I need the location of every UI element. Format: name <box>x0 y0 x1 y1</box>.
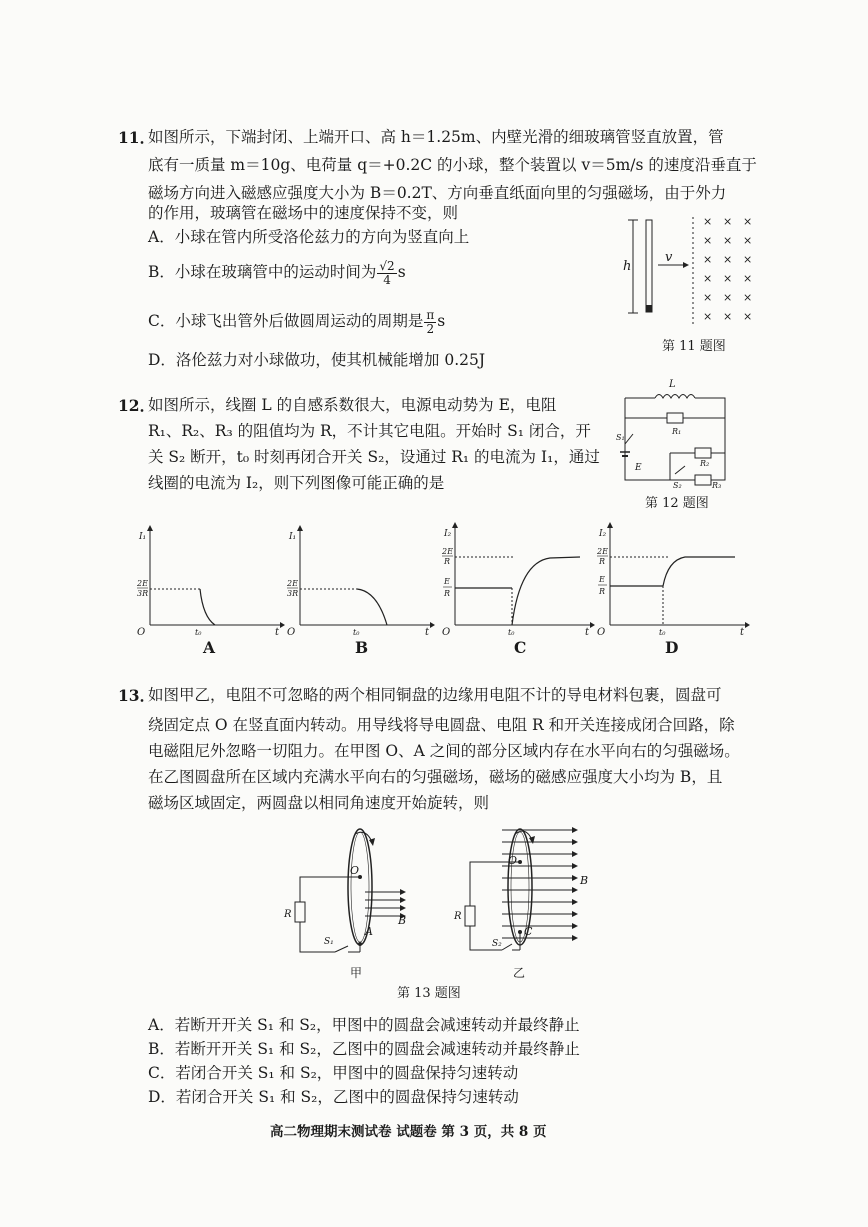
q11-option-b-num: √2 <box>379 258 395 273</box>
field-cross: × <box>743 253 753 266</box>
graph-c-origin: O <box>442 627 451 638</box>
yi-switch-s2 <box>502 944 512 950</box>
field-cross: × <box>723 253 733 266</box>
yi-label-S2: S₂ <box>492 939 502 949</box>
q12-graph-c <box>440 522 595 638</box>
q13-stem-line1: 如图甲乙，电阻不可忽略的两个相同铜盘的边缘用电阻不计的导电材料包裹，圆盘可 <box>148 686 722 704</box>
q13-option-b: B．若断开开关 S₁ 和 S₂，乙图中的圆盘会减速转动并最终静止 <box>148 1040 580 1058</box>
jia-caption: 甲 <box>350 966 363 980</box>
q11-option-b-unit: s <box>397 263 406 281</box>
q11-option-a: A．小球在管内所受洛伦兹力的方向为竖直向上 <box>148 228 470 246</box>
graph-d-yval2-den: R <box>599 587 606 596</box>
q12-label-R1: R₁ <box>672 427 682 436</box>
graph-a-ylabel: I₁ <box>139 532 147 542</box>
q11-ball <box>646 305 652 312</box>
jia-resistor <box>295 902 305 922</box>
field-cross: × <box>723 215 733 228</box>
graph-d-curve <box>663 557 735 586</box>
graph-c-curve <box>512 557 580 625</box>
q13-figure-caption: 第 13 题图 <box>397 986 461 1001</box>
q11-velocity-arrowhead <box>683 262 689 268</box>
q11-option-b <box>148 258 406 286</box>
graph-b-origin: O <box>287 627 296 638</box>
q11-option-d: D．洛伦兹力对小球做功，使其机械能增加 0.25J <box>148 351 486 369</box>
graph-b-yval-den: 3R <box>287 589 299 598</box>
field-cross: × <box>703 234 713 247</box>
graph-c-yval-num: 2E <box>442 547 453 556</box>
yi-wire <box>470 862 520 950</box>
q13-number: 13． <box>118 686 156 705</box>
field-arrowhead <box>572 935 578 941</box>
field-arrowhead <box>572 887 578 893</box>
q12-figure-caption: 第 12 题图 <box>645 496 709 511</box>
q12-graph-b <box>285 525 435 638</box>
q11-option-c-den: 2 <box>426 321 435 336</box>
q11-stem-line1: 如图所示，下端封闭、上端开口、高 h＝1.25m、内壁光滑的细玻璃管竖直放置，管 <box>148 128 724 146</box>
graph-a-xlabel: t <box>275 627 280 638</box>
field-cross: × <box>743 215 753 228</box>
field-arrowhead <box>572 863 578 869</box>
q12-resistor-r3 <box>695 475 711 485</box>
graph-c-yval2-den: R <box>444 589 451 598</box>
q11-option-c-fraction <box>424 309 436 335</box>
q11-option-c-unit: s <box>437 312 446 330</box>
q13-figure <box>280 822 610 982</box>
graph-c-label: C <box>514 638 527 657</box>
q13-stem-line2: 绕固定点 O 在竖直面内转动。用导线将导电圆盘、电阻 R 和开关连接成闭合回路，除 <box>148 716 735 734</box>
jia-label-S1: S₁ <box>324 937 334 947</box>
q11-label-h: h <box>623 259 632 274</box>
jia-label-O: O <box>350 864 360 877</box>
graph-d-yval-num: 2E <box>597 547 608 556</box>
q11-stem-line2: 底有一质量 m＝10g、电荷量 q＝+0.2C 的小球，整个装置以 v＝5m/s 的速度沿垂直于 <box>148 156 757 174</box>
q12-stem-line1: 如图所示，线圈 L 的自感系数很大，电源电动势为 E，电阻 <box>148 396 557 414</box>
q12-label-R3: R₃ <box>712 481 722 490</box>
field-arrowhead <box>572 875 578 881</box>
q13-option-c: C．若闭合开关 S₁ 和 S₂，甲图中的圆盘保持匀速转动 <box>148 1064 519 1082</box>
q12-resistor-r1 <box>667 413 683 423</box>
graph-b-t0: t₀ <box>353 628 360 637</box>
q11-option-c-num: π <box>426 307 435 322</box>
q11-option-c <box>148 307 445 335</box>
field-cross: × <box>703 291 713 304</box>
yi-label-R: R <box>454 911 462 922</box>
graph-a-yval-num: 2E <box>137 579 148 588</box>
graph-d-xlabel: t <box>740 627 745 638</box>
graph-c-yval-den: R <box>444 557 451 566</box>
q11-stem-line4: 的作用，玻璃管在磁场中的速度保持不变，则 <box>148 204 459 222</box>
graph-b-ylabel: I₁ <box>289 532 297 542</box>
graph-c-t0: t₀ <box>508 628 515 637</box>
field-cross: × <box>723 291 733 304</box>
q12-label-S2: S₂ <box>673 481 682 490</box>
q12-number: 12． <box>118 396 156 415</box>
q12-resistor-r2 <box>695 448 711 458</box>
yi-label-B: B <box>580 874 589 887</box>
q13-stem-line5: 磁场区域固定，两圆盘以相同角速度开始旋转，则 <box>148 794 490 812</box>
graph-d-label: D <box>665 638 679 657</box>
graph-a-origin: O <box>137 627 146 638</box>
yi-label-O: O <box>508 854 518 867</box>
field-cross: × <box>723 272 733 285</box>
q12-graph-a <box>135 525 285 638</box>
field-arrowhead <box>572 827 578 833</box>
graph-a-label: A <box>203 638 216 657</box>
q11-option-b-text: B．小球在玻璃管中的运动时间为 <box>148 263 377 281</box>
q12-switch-s2 <box>675 466 685 474</box>
q12-label-L: L <box>669 379 676 390</box>
graph-a-t0: t₀ <box>195 628 202 637</box>
q13-option-a: A．若断开开关 S₁ 和 S₂，甲图中的圆盘会减速转动并最终静止 <box>148 1016 580 1034</box>
field-cross: × <box>703 310 713 323</box>
jia-label-B: B <box>398 914 407 927</box>
q12-stem-line3: 关 S₂ 断开，t₀ 时刻再闭合开关 S₂，设通过 R₁ 的电流为 I₁，通过 <box>148 448 600 466</box>
q11-option-b-den: 4 <box>383 272 391 287</box>
yi-caption: 乙 <box>513 966 526 980</box>
field-arrowhead <box>572 851 578 857</box>
q12-graph-d <box>595 522 750 638</box>
q11-option-b-fraction <box>377 260 396 286</box>
field-cross: × <box>723 234 733 247</box>
field-cross: × <box>743 272 753 285</box>
graph-c-ylabel: I₂ <box>444 529 452 539</box>
yi-label-C: C <box>524 925 533 938</box>
q11-magnetic-field-crosses <box>703 215 752 323</box>
page-footer: 高二物理期末测试卷 试题卷 第 3 页，共 8 页 <box>270 1124 547 1140</box>
field-cross: × <box>703 253 713 266</box>
graph-b-yval-num: 2E <box>287 579 298 588</box>
field-arrowhead <box>572 839 578 845</box>
field-cross: × <box>743 234 753 247</box>
graph-d-yval2-num: E <box>599 575 605 584</box>
graph-c-yval2-num: E <box>444 577 450 586</box>
graph-a-yval-den: 3R <box>137 589 149 598</box>
q13-stem-line4: 在乙图圆盘所在区域内充满水平向右的匀强磁场，磁场的磁感应强度大小均为 B，且 <box>148 768 723 786</box>
graph-b-curve <box>357 589 387 625</box>
field-cross: × <box>743 291 753 304</box>
graph-a-curve <box>200 589 215 625</box>
q13-stem-line3: 电磁阻尼外忽略一切阻力。在甲图 O、A 之间的部分区域内存在水平向右的匀强磁场。 <box>148 742 740 760</box>
q11-stem-line3: 磁场方向进入磁感应强度大小为 B＝0.2T、方向垂直纸面向里的匀强磁场，由于外力 <box>148 184 727 202</box>
q12-stem-line2: R₁、R₂、R₃ 的阻值均为 R，不计其它电阻。开始时 S₁ 闭合，开 <box>148 422 591 440</box>
q13-option-d: D．若闭合开关 S₁ 和 S₂，乙图中的圆盘保持匀速转动 <box>148 1088 519 1106</box>
q11-label-v: v <box>665 250 673 265</box>
graph-b-label: B <box>355 638 369 657</box>
q11-figure <box>615 215 765 345</box>
field-cross: × <box>743 310 753 323</box>
field-arrowhead <box>572 911 578 917</box>
graph-d-origin: O <box>597 627 606 638</box>
graph-b-xlabel: t <box>425 627 430 638</box>
graph-c-xlabel: t <box>585 627 590 638</box>
field-arrowhead <box>572 899 578 905</box>
jia-label-A: A <box>365 925 373 938</box>
q12-label-E: E <box>635 463 642 473</box>
jia-switch-s1 <box>335 946 348 952</box>
q11-figure-caption: 第 11 题图 <box>662 339 726 354</box>
jia-label-R: R <box>284 909 292 920</box>
field-cross: × <box>723 310 733 323</box>
q11-glass-tube <box>646 220 652 312</box>
q12-label-R2: R₂ <box>700 459 710 468</box>
graph-d-t0: t₀ <box>659 628 666 637</box>
graph-d-yval-den: R <box>599 557 606 566</box>
graph-d-ylabel: I₂ <box>599 529 607 539</box>
q12-label-S1: S₁ <box>616 433 625 442</box>
field-cross: × <box>703 272 713 285</box>
field-cross: × <box>703 215 713 228</box>
q11-option-c-text: C．小球飞出管外后做圆周运动的周期是 <box>148 312 424 330</box>
q12-circuit <box>615 378 745 490</box>
q11-number: 11． <box>118 128 156 147</box>
q12-switch-s1 <box>625 434 633 444</box>
yi-resistor <box>465 906 475 926</box>
field-arrowhead <box>572 923 578 929</box>
q12-stem-line4: 线圈的电流为 I₂，则下列图像可能正确的是 <box>148 474 445 492</box>
